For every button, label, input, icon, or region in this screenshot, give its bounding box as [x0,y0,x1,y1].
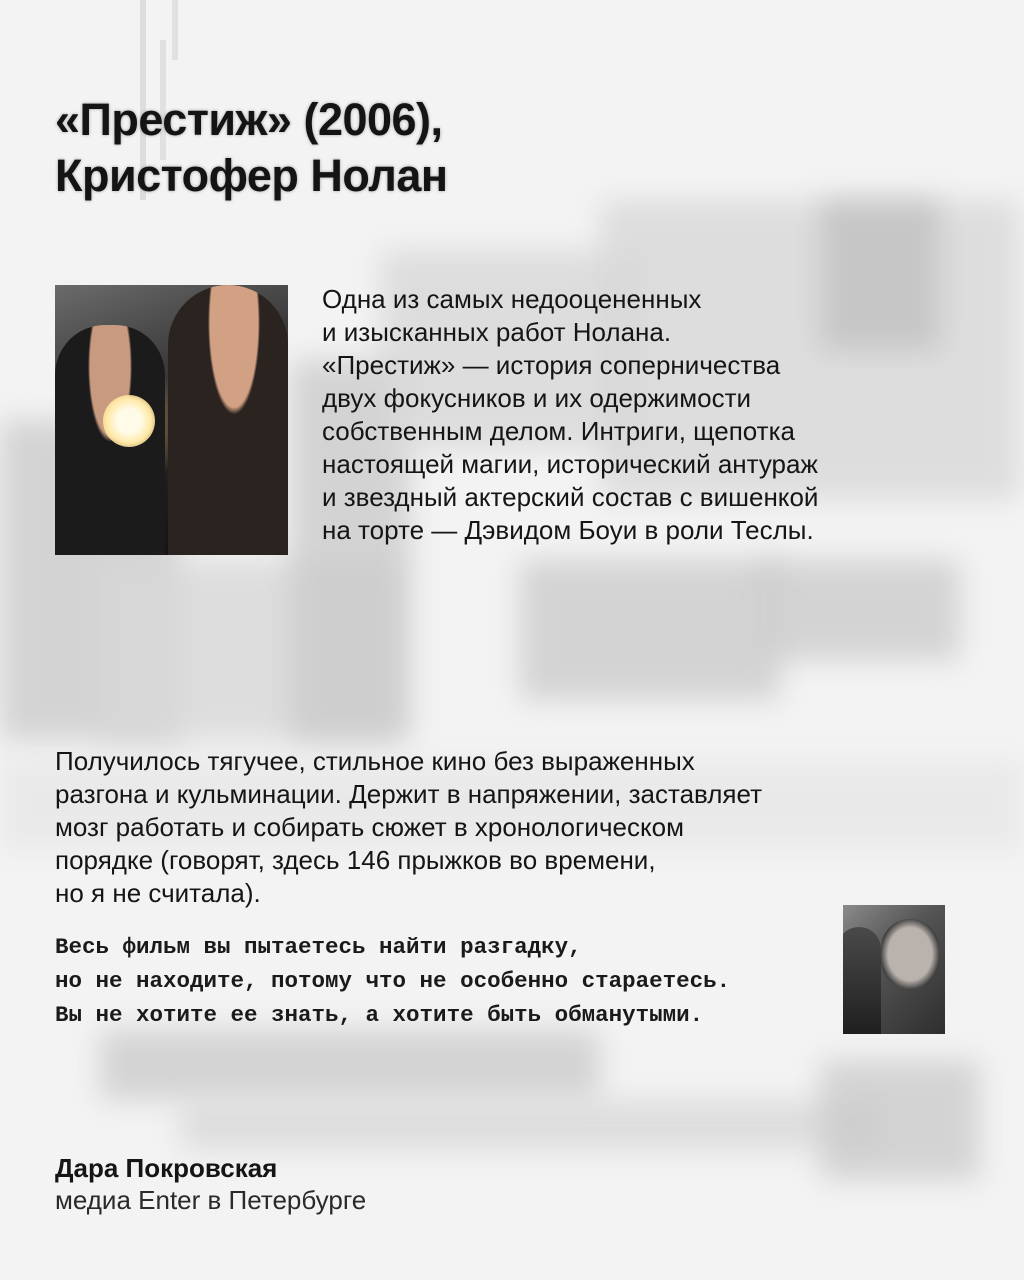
quote-line: Вы не хотите ее знать, а хотите быть обманутыми. [55,1002,704,1028]
body-line: мозг работать и собирать сюжет в хронологическом [55,812,684,842]
body-line: но я не считала). [55,878,261,908]
movie-still-bulb-photo [55,285,288,555]
movie-still-coin-photo [843,905,945,1034]
intro-line: собственным делом. Интриги, щепотка [322,416,795,446]
intro-paragraph [322,283,962,547]
body-line: порядке (говорят, здесь 146 прыжков во времени, [55,845,656,875]
title-line-2: Кристофер Нолан [55,150,448,201]
intro-line: «Престиж» — история соперничества [322,350,781,380]
intro-line: и звездный актерский состав с вишенкой [322,482,819,512]
intro-line: и изысканных работ Нолана. [322,317,672,347]
intro-line: двух фокусников и их одержимости [322,383,752,413]
page-title [55,92,448,204]
author-name: Дара Покровская [55,1153,278,1183]
intro-line: настоящей магии, исторический антураж [322,449,818,479]
intro-line: на торте — Дэвидом Боуи в роли Теслы. [322,515,814,545]
author-block [55,1152,366,1216]
body-line: Получилось тягучее, стильное кино без выраженных [55,746,695,776]
quote-line: но не находите, потому что не особенно стараетесь. [55,968,731,994]
body-paragraph [55,745,955,910]
quote-line: Весь фильм вы пытаетесь найти разгадку, [55,934,582,960]
body-line: разгона и кульминации. Держит в напряжении, заставляет [55,779,763,809]
intro-line: Одна из самых недооцененных [322,284,702,314]
title-line-1: «Престиж» (2006), [55,94,443,145]
movie-quote [55,930,825,1032]
author-organization: медиа Enter в Петербурге [55,1185,367,1215]
